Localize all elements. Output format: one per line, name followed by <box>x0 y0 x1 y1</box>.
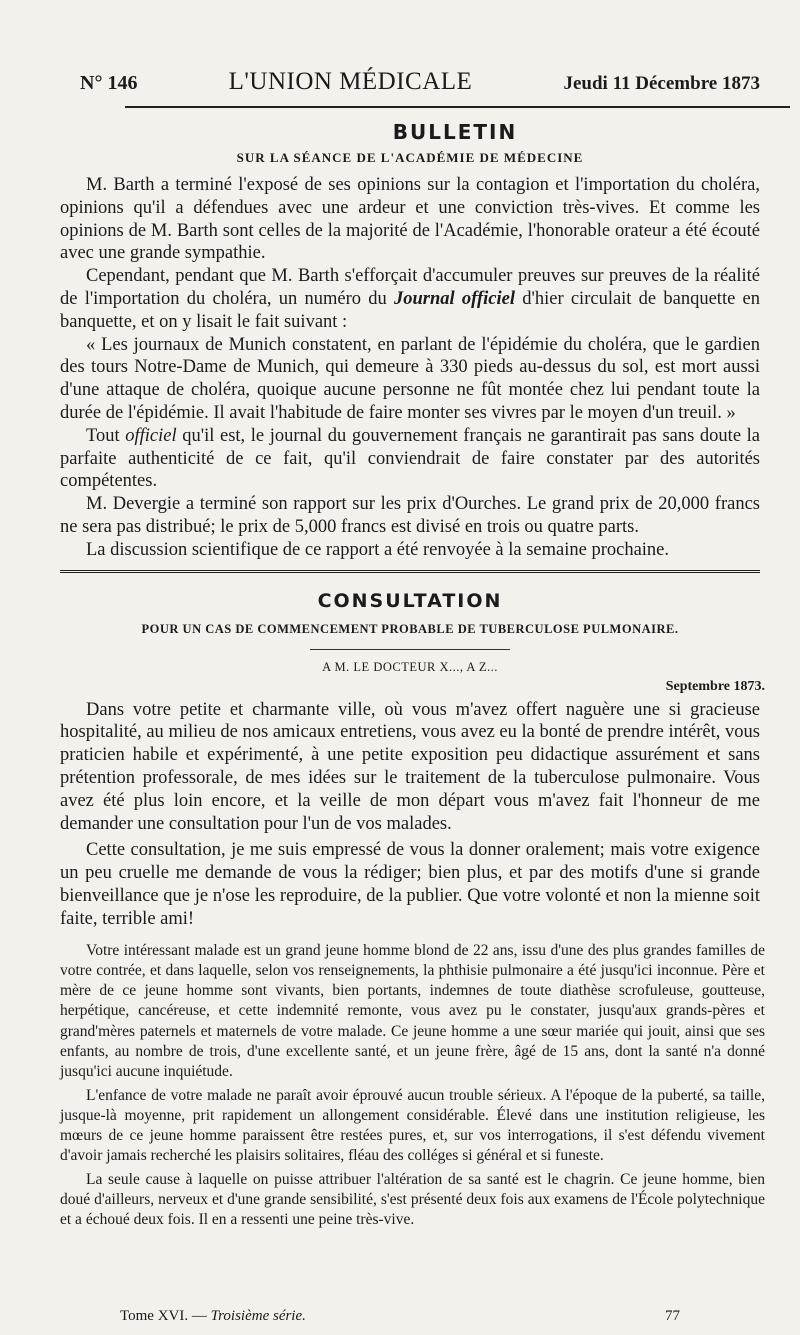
consultation-title: CONSULTATION <box>317 589 503 612</box>
consultation-dateline: Septembre 1873. <box>665 678 765 694</box>
bulletin-paragraph-4 <box>60 425 760 493</box>
bulletin-subtitle: SUR LA SÉANCE DE L'ACADÉMIE DE MÉDECINE <box>236 150 584 165</box>
bulletin-paragraph-6: La discussion scientifique de ce rapport a été renvoyée à la semaine prochaine. <box>86 539 670 560</box>
bulletin-paragraph-2 <box>60 265 760 333</box>
consultation-paragraph-5: La seule cause à laquelle on puisse attribuer l'altération de sa santé est le chagrin. Ce jeune homme, bien doué d'ailleurs, nerveux et d'une grande sensibilité, s'est présenté deux fois aux examens de l'École polytechnique et a échoué deux fois. Il en a ressenti une peine très-vive. <box>60 1170 765 1229</box>
series-label: Troisième série. <box>210 1308 306 1324</box>
issue-date: Jeudi 11 Décembre 1873 <box>563 73 760 94</box>
bulletin-p2-before: Cependant, pendant que M. Barth s'efforçait d'accumuler preuves sur preuves de la réalité de l'importation du choléra, un numéro du <box>60 266 760 309</box>
volume-label <box>120 1308 306 1325</box>
page-header <box>80 68 760 96</box>
bulletin-paragraph-5: M. Devergie a terminé son rapport sur les prix d'Ourches. Le grand prix de 20,000 francs ne sera pas distribué; le prix de 5,000 francs est divisé en trois ou quatre parts. <box>60 494 760 537</box>
bulletin-p4-after: qu'il est, le journal du gouvernement français ne garantirait pas sans doute la parfaite authenticité de ce fait, qu'il conviendrait de faire constater par des autorités compétentes. <box>60 425 760 492</box>
bulletin-paragraph-1: M. Barth a terminé l'exposé de ses opinions sur la contagion et l'importation du choléra, opinions qu'il a défendues avec une ardeur et une conviction très-vives. Et comme les opinions de M. Barth sont celles de la majorité de l'Académie, l'honorable orateur a été écouté avec une grande sympathie. <box>60 175 760 264</box>
officiel-word: officiel <box>125 425 177 446</box>
journal-officiel-ref: Journal officiel <box>394 288 516 309</box>
consultation-subtitle: POUR UN CAS DE COMMENCEMENT PROBABLE DE TUBERCULOSE PULMONAIRE. <box>141 621 679 636</box>
consultation-rule <box>310 649 510 650</box>
consultation-paragraph-2: Cette consultation, je me suis empressé de vous la donner oralement; mais votre exigence un peu cruelle me demande de vous la rédiger; bien plus, et par des motifs d'une si grande bienveillance que je n'ose les reproduire, de la publier. Que votre volonté et non la mienne soit faite, terrible ami! <box>60 840 760 929</box>
section-divider <box>60 570 760 576</box>
consultation-paragraph-4: L'enfance de votre malade ne paraît avoir éprouvé aucun trouble sérieux. A l'époque de la puberté, sa taille, jusque-là moyenne, prit rapidement un allongement considérable. Élevé dans une institution religieuse, les mœurs de ce jeune homme paraissent être restées pures, et, sur vos interrogations, il s'est défendu vivement d'avoir jamais recherché les plaisirs solitaires, fléau des colléges si général et si funeste. <box>60 1086 765 1165</box>
journal-title: L'UNION MÉDICALE <box>228 68 473 95</box>
volume-number: Tome XVI. — <box>120 1308 211 1324</box>
bulletin-p2-after: d'hier circulait de banquette en banquette, et on y lisait le fait suivant : <box>60 288 761 332</box>
issue-number: N° 146 <box>80 72 138 94</box>
header-rule <box>125 106 790 108</box>
consultation-paragraph-1: Dans votre petite et charmante ville, où vous m'avez offert naguère une si gracieuse hospitalité, au milieu de nos amicaux entretiens, vous avez eu la bonté de prendre intérêt, vous praticien habile et expérimenté, à une petite exposition peu didactique assurément et sans prétention professorale, de mes idées sur le traitement de la tuberculose pulmonaire. Vous avez été plus loin encore, et la veille de mon départ vous m'avez fait l'honneur de me demander une consultation pour l'un de vos malades. <box>60 699 760 834</box>
page-number: 77 <box>665 1308 680 1324</box>
page-footer <box>120 1308 680 1325</box>
bulletin-title: BULLETIN <box>392 120 518 144</box>
consultation-paragraph-3: Votre intéressant malade est un grand jeune homme blond de 22 ans, issu d'une des plus grandes familles de votre contrée, et dans laquelle, selon vos renseignements, la phthisie pulmonaire a été jusqu'ici inconnue. Père et mère de ce jeune homme sont vivants, bien portants, indemnes de toute diathèse scrofuleuse, goutteuse, herpétique, cancéreuse, et cette indemnité remonte, vous avez pu le constater, jusqu'aux grands-pères et grand'mères paternels et maternels de votre malade. Ce jeune homme a une sœur mariée qui jouit, ainsi que ses enfants, au nombre de trois, d'une excellente santé, et un jeune frère, âgé de 15 ans, dont la santé n'a donné jusqu'ici aucune inquiétude. <box>60 941 765 1081</box>
consultation-address: A M. LE DOCTEUR X..., A Z... <box>322 659 498 674</box>
bulletin-quote: « Les journaux de Munich constatent, en parlant de l'épidémie du choléra, que le gardien des tours Notre-Dame de Munich, qui demeure à 330 pieds au-dessus du sol, est mort aussi d'une attaque de choléra, quoique aucune personne ne fût montée chez lui pendant toute la durée de l'épidémie. Il avait l'habitude de faire monter ses vivres par le moyen d'un treuil. » <box>60 334 760 423</box>
bulletin-p4-before: Tout <box>86 425 126 446</box>
